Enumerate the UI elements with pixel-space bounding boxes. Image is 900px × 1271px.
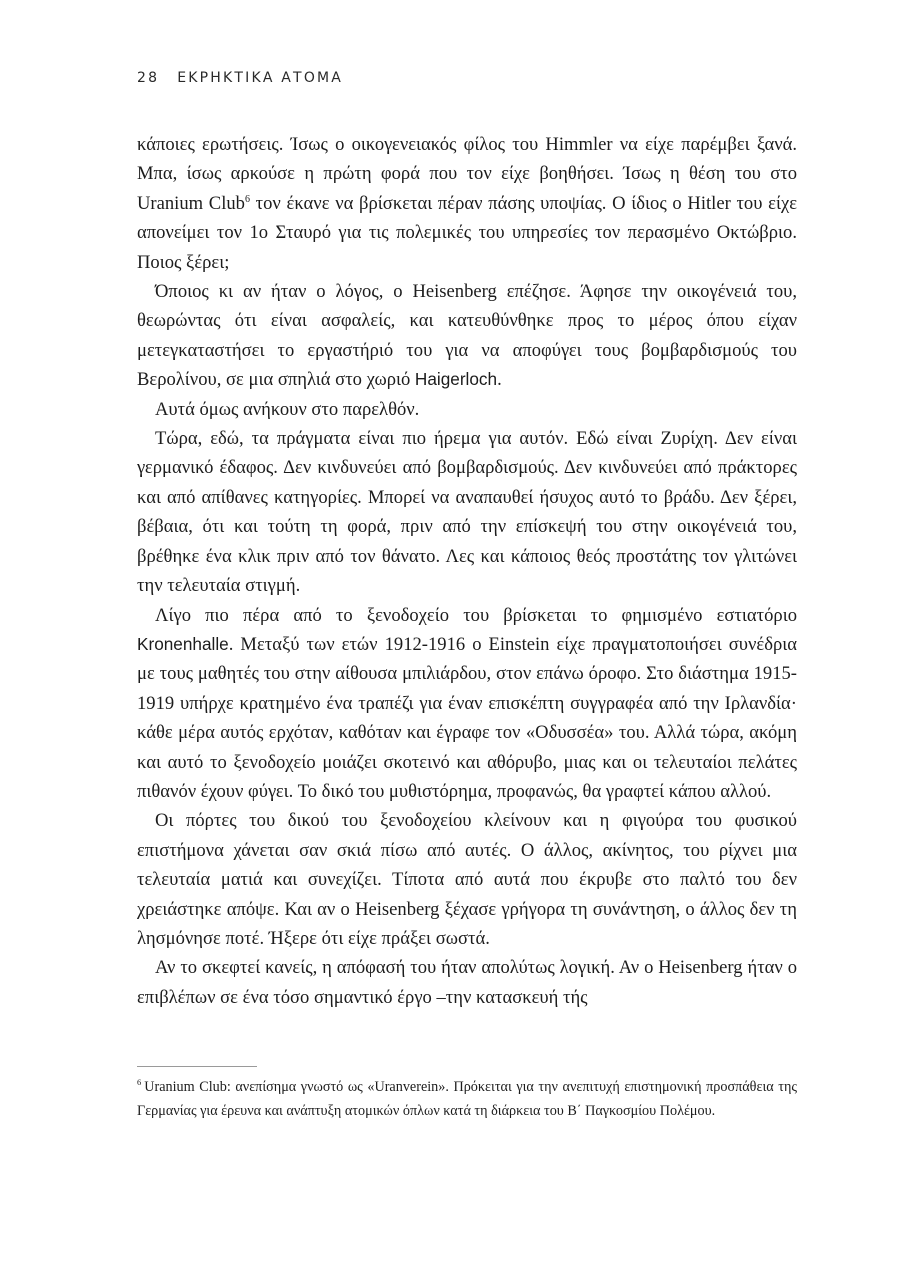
footnote-text: Uranium Club: ανεπίσημα γνωστό ως «Uranverein». Πρόκειται για την ανεπιτυχή επιστημονική προσπάθεια της Γερμανίας για έρευνα και ανάπτυξη ατομικών όπλων κατά τη διάρκεια του Β΄ Παγκοσμίου Πολέμου. <box>137 1079 797 1119</box>
footnote-reference: 6 <box>244 193 250 205</box>
paragraph-6: Οι πόρτες του δικού του ξενοδοχείου κλείνουν και η φιγούρα του φυσικού επιστήμονα χάνεται σαν σκιά πίσω από αυτές. Ο άλλος, ακίνητος, του ρίχνει μια τελευταία ματιά και συνεχίζει. Τίποτα από αυτά που έκρυβε στο παλτό του δεν χρειάστηκε απόψε. Και αν ο Heisenberg ξέχασε γρήγορα τη συνάντηση, ο άλλος δεν τη λησμόνησε ποτέ. Ήξερε ότι είχε πράξει σωστά. <box>137 810 797 949</box>
page-number: 28 <box>137 70 160 86</box>
paragraph-4: Τώρα, εδώ, τα πράγματα είναι πιο ήρεμα για αυτόν. Εδώ είναι Ζυρίχη. Δεν είναι γερμανικό έδαφος. Δεν κινδυνεύει από βομβαρδισμούς. Δεν κινδυνεύει από πράκτορες και από απίθανες κατηγορίες. Μπορεί να αναπαυθεί ήσυχος αυτό το βράδυ. Δεν ξέρει, βέβαια, ότι και τούτη τη φορά, πριν από την επίσκεψή του στην οικογένειά του, βρέθηκε ένα κλικ πριν από τον θάνατο. Λες και κάποιος θεός προστάτης τον γλιτώνει την τελευταία στιγμή. <box>137 428 797 597</box>
place-name-kronenhalle: Kronenhalle <box>137 633 229 654</box>
footnote-divider <box>137 1066 257 1067</box>
footnote-mark: 6 <box>137 1077 142 1088</box>
paragraph-3: Αυτά όμως ανήκουν στο παρελθόν. <box>155 398 420 420</box>
footnote <box>137 1076 797 1123</box>
paragraph-7: Αν το σκεφτεί κανείς, η απόφασή του ήταν απολύτως λογική. Αν ο Heisenberg ήταν ο επιβλέπων σε ένα τόσο σημαντικό έργο –την κατασκευή τής <box>137 957 797 1008</box>
body-text <box>137 130 797 1012</box>
paragraph-5-text-b: . Μεταξύ των ετών 1912-1916 ο Einstein είχε πραγματοποιήσει συνέδρια με τους μαθητές του στην αίθουσα μπιλιάρδου, στον επάνω όροφο. Στο διάστημα 1915-1919 υπήρχε κρατημένο ένα τραπέζι για έναν επισκέπτη συγγραφέα από την Ιρλανδία· κάθε μέρα αυτός ερχόταν, καθόταν και έγραφε τον «Οδυσσέα» του. Αλλά τώρα, ακόμη και αυτό το ξενοδοχείο μοιάζει σκοτεινό και αθόρυβο, μιας και οι τελευταίοι πελάτες πιθανόν έχουν φύγει. Το δικό του μυθιστόρημα, προφανώς, θα γραφτεί κάπου αλλού. <box>137 633 797 802</box>
paragraph-1-text-b: τον έκανε να βρίσκεται πέραν πάσης υποψίας. Ο ίδιος ο Hitler του είχε απονείμει τον 1ο Σταυρό για τις πολεμικές του υπηρεσίες τον περασμένο Οκτώβριο. Ποιος ξέρει; <box>137 192 798 273</box>
paragraph-5 <box>137 601 797 807</box>
paragraph-1 <box>137 130 797 277</box>
paragraph-5-text-a: Λίγο πιο πέρα από το ξενοδοχείο του βρίσκεται το φημισμένο εστιατόριο <box>155 604 797 626</box>
running-title: ΕΚΡΗΚΤΙΚΑ ΑΤΟΜΑ <box>177 70 344 86</box>
paragraph-2-text-a: Όποιος κι αν ήταν ο λόγος, ο Heisenberg επέζησε. Άφησε την οικογένειά του, θεωρώντας ότι είναι ασφαλείς, και κατευθύνθηκε προς το μέρος όπου είχαν μετεγκαταστήσει το εργαστήριό του για να αποφύγει τους βομβαρδισμούς του Βερολίνου, σε μια σπηλιά στο χωριό <box>137 281 797 391</box>
place-name-haigerloch: Haigerloch <box>414 369 498 390</box>
paragraph-1-text-a: κάποιες ερωτήσεις. Ίσως ο οικογενειακός φίλος του Himmler να είχε παρέμβει ξανά. Μπα, ίσως αρκούσε η πρώτη φορά που τον είχε βοηθήσει. Ίσως η θέση του στο Uranium Club <box>137 134 797 214</box>
paragraph-2-text-b: . <box>497 369 502 391</box>
paragraph-2 <box>137 277 797 395</box>
running-header <box>137 70 343 86</box>
